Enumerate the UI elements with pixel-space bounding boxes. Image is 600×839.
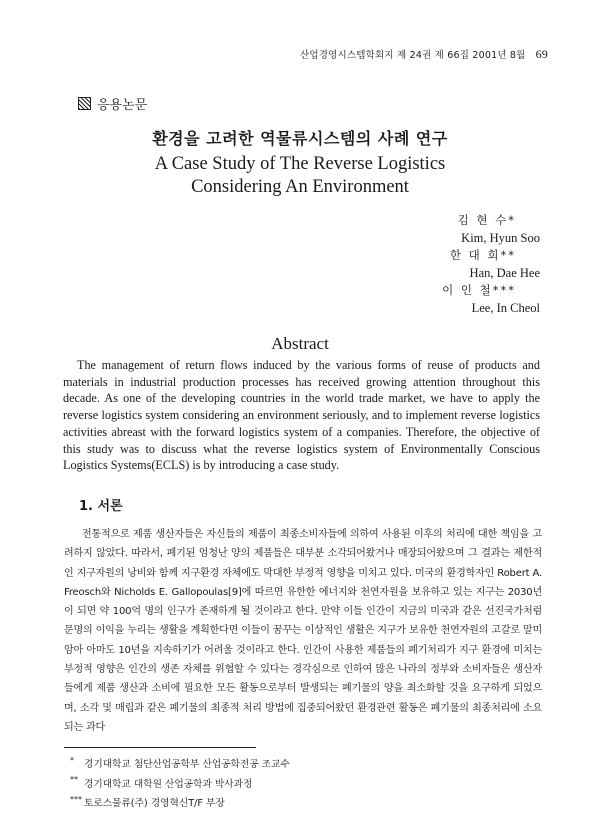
english-title-line-1: A Case Study of The Reverse Logistics	[154, 154, 446, 174]
footnote-1-text: 경기대학교 첨단산업공학부 산업공학전공 조교수	[84, 759, 290, 770]
section-tag	[78, 94, 147, 113]
abstract-heading: Abstract	[271, 334, 329, 353]
page-number: 69	[535, 47, 548, 61]
footnote-2: ** 경기대학교 대학원 산업공학과 박사과정	[70, 775, 253, 790]
author-3-english-name: Lee, In Cheol	[471, 300, 540, 315]
author-block	[442, 212, 540, 317]
square-bullet-icon	[78, 97, 91, 110]
author-1-english-name: Kim, Hyun Soo	[461, 230, 540, 245]
author-2-korean-name: 한 대 희**	[449, 248, 516, 262]
footnote-2-text: 경기대학교 대학원 산업공학과 박사과정	[84, 778, 253, 790]
author-2-english-name: Han, Dae Hee	[469, 265, 540, 280]
section-1-body: 전통적으로 제품 생산자들은 자신들의 제품이 최종소비자들에 의하여 사용된 이후의 처리에 대한 책임을 고려하지 않았다. 따라서, 폐기된 엄청난 양의 제품들은 대부분 소각되어왔거나 매장되어왔으며 그 결과는 제한적인 지구자원의 낭비와 함께 지구환경 자체에도 막대한 부정적 영향을 미치고 있다. 미국의 환경학자인 Robert A. Freosch와 Nicholds E. Gallopoulas[9]에 따르면 유한한 에너지와 천연자원을 보유하고 있는 지구는 2030년이 되면 약 100억 명의 인구가 존재하게 될 것이라고 한다. 만약 이들 인간이 지금의 미국과 같은 선진국가처럼 문명의 이익을 누리는 생활을 계획한다면 이들이 꿈꾸는 이상적인 생활은 지구가 보유한 천연자원의 고갈로 말미암아 아마도 10년을 지속하기가 어려울 것이라고 한다. 인간이 사용한 제품들의 폐기처리가 지구 환경에 미치는 부정적 영향은 인간의 생존 자체를 위협할 수 있다는 경각심으로 인하여 많은 나라의 정부와 소비자들은 생산자들에게 제품 생산과 소비에 필요한 모든 활동으로부터 발생되는 폐기물의 양을 최소화할 것을 요구하게 되었으며, 소각 및 매립과 같은 폐기물의 최종적 처리 방법에 집중되어왔던 환경관련 활동은 폐기물의 최종처리에 소요되는 과다	[64, 529, 542, 733]
korean-title: 환경을 고려한 역물류시스템의 사례 연구	[152, 129, 448, 148]
author-1-korean-name: 김 현 수*	[457, 213, 516, 227]
footnote-1: * 경기대학교 첨단산업공학부 산업공학전공 조교수	[70, 755, 290, 770]
author-3-korean-name: 이 인 철***	[442, 283, 516, 297]
footnote-3-text: 토로스물류(주) 경영혁신T/F 부장	[84, 798, 225, 809]
footnotes	[70, 755, 290, 814]
section-1-heading: 1. 서론	[79, 499, 123, 514]
section-tag-label: 응용논문	[97, 98, 148, 113]
abstract-text: The management of return flows induced by the various forms of reuse of products and materials in industrial production processes has received growing attention throughout this decade. As one of the developing countries in the world trade market, we have to apply the reverse logistics system considering an environment seriously, and to implement reverse logistics activities abreast with the forward logistics system of a companies. Therefore, the objective of this study was to discuss what the reverse logistics system of Environmentally Conscious Logistics Systems(ECLS) is by introducing a case study.	[63, 358, 540, 473]
footnote-divider	[64, 747, 256, 748]
english-title-line-2: Considering An Environment	[191, 177, 409, 197]
footnote-3: *** 토로스물류(주) 경영혁신T/F 부장	[70, 794, 225, 809]
journal-citation: 산업경영시스템학회지 제 24권 제 66집 2001년 8월	[300, 50, 526, 61]
running-header	[300, 47, 548, 62]
